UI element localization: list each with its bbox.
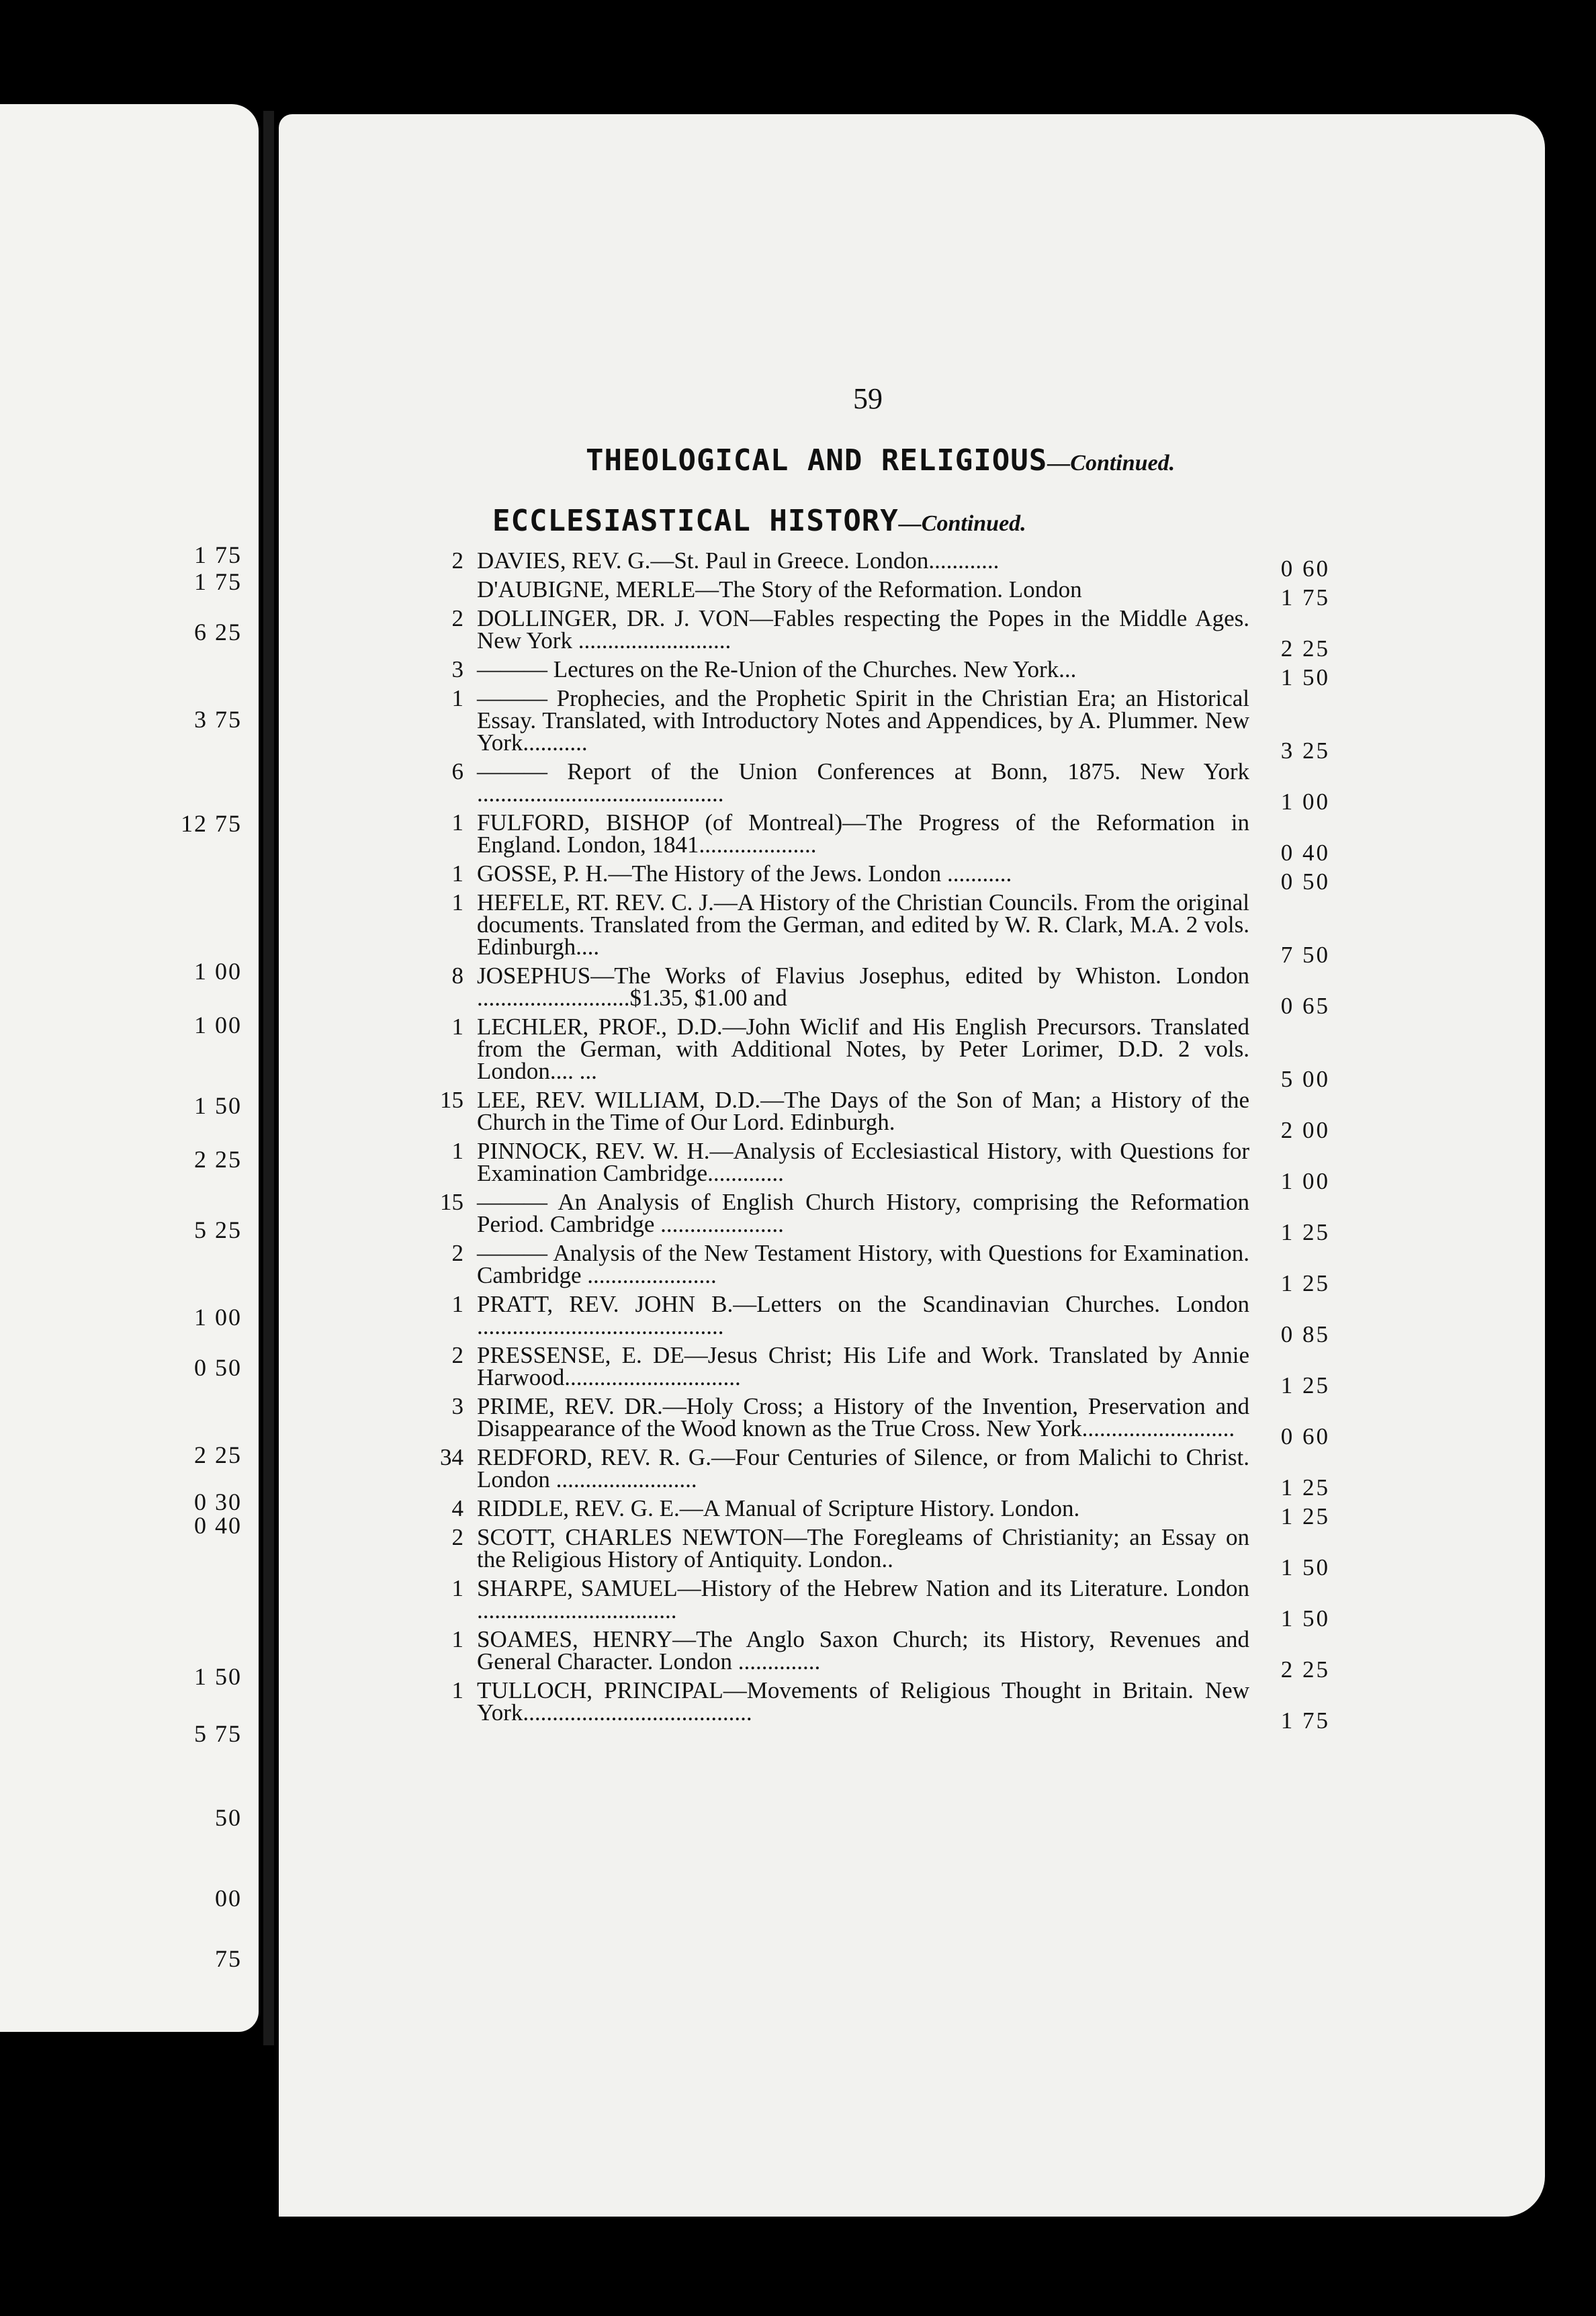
entry-quantity: 8	[451, 963, 463, 989]
entry-price: 1 50	[1280, 1554, 1330, 1580]
entry-quantity: 1	[451, 1138, 463, 1164]
entry-price: 0 50	[1280, 868, 1330, 895]
entry-price: 0 65	[1280, 993, 1330, 1019]
entry-text: JOSEPHUS—The Works of Flavius Josephus, edited by Whiston. London ..........................$1.35, $1.00 and	[477, 963, 1249, 1011]
catalog-entry	[403, 1575, 1330, 1632]
catalog-entry	[403, 1240, 1330, 1296]
catalog-entry	[403, 1677, 1330, 1734]
entry-quantity: 1	[451, 1626, 463, 1652]
entry-quantity: 1	[451, 1575, 463, 1601]
entry-text: REDFORD, REV. R. G.—Four Centuries of Silence, or from Malichi to Christ. London ........................	[477, 1444, 1249, 1493]
entry-quantity: 2	[451, 1240, 463, 1266]
entry-quantity: 2	[451, 1524, 463, 1550]
catalog-entry	[403, 1393, 1330, 1450]
left-price: 1 00	[194, 1012, 242, 1038]
subsection-heading	[492, 504, 1026, 538]
entry-quantity: 3	[451, 656, 463, 682]
catalog-entry	[403, 1189, 1330, 1245]
entry-text: LEE, REV. WILLIAM, D.D.—The Days of the Son of Man; a History of the Church in the Time of Our Lord. Edinburgh.	[477, 1087, 1249, 1135]
entry-quantity: 2	[451, 605, 463, 631]
entry-text: SCOTT, CHARLES NEWTON—The Foregleams of Christianity; an Essay on the Religious History of Antiquity. London..	[477, 1524, 1249, 1572]
catalog-entry	[403, 1014, 1330, 1092]
entry-quantity: 15	[440, 1189, 463, 1215]
catalog-entry	[403, 1138, 1330, 1194]
entry-text: FULFORD, BISHOP (of Montreal)—The Progress of the Reformation in England. London, 1841....................	[477, 809, 1249, 858]
entry-quantity: 6	[451, 758, 463, 785]
entry-text: DOLLINGER, DR. J. VON—Fables respecting the Popes in the Middle Ages. New York ..........................	[477, 605, 1249, 654]
left-price: 1 00	[194, 1304, 242, 1331]
left-price: 6 25	[194, 619, 242, 645]
catalog-entry	[403, 1495, 1330, 1529]
section-heading	[586, 443, 1175, 478]
entry-price: 0 40	[1280, 840, 1330, 866]
subheading-continued: —Continued.	[898, 511, 1026, 536]
catalog-entry	[403, 963, 1330, 1019]
entry-text: D'AUBIGNE, MERLE—The Story of the Reformation. London	[477, 576, 1082, 603]
entry-text: SHARPE, SAMUEL—History of the Hebrew Nation and its Literature. London ..................................	[477, 1575, 1249, 1623]
catalog-entry	[403, 547, 1330, 582]
entry-text: ——— Lectures on the Re-Union of the Churches. New York...	[477, 656, 1077, 682]
entry-text: ——— An Analysis of English Church History, comprising the Reformation Period. Cambridge .....................	[477, 1189, 1249, 1237]
entry-text: TULLOCH, PRINCIPAL—Movements of Religious Thought in Britain. New York.......................................	[477, 1677, 1249, 1726]
entry-price: 1 50	[1280, 664, 1330, 691]
catalog-entry	[403, 656, 1330, 691]
left-price: 0 30	[194, 1488, 242, 1515]
entry-quantity: 1	[451, 889, 463, 916]
entry-text: SOAMES, HENRY—The Anglo Saxon Church; its History, Revenues and General Character. London ..............	[477, 1626, 1249, 1675]
entry-quantity: 34	[440, 1444, 463, 1470]
catalog-entry	[403, 1524, 1330, 1580]
left-price: 12 75	[181, 810, 242, 837]
entry-price: 1 25	[1280, 1474, 1330, 1501]
entry-quantity: 1	[451, 1014, 463, 1040]
entry-price: 1 00	[1280, 789, 1330, 815]
left-price: 1 50	[194, 1092, 242, 1119]
entry-quantity: 15	[440, 1087, 463, 1113]
entry-text: GOSSE, P. H.—The History of the Jews. London ...........	[477, 860, 1012, 887]
entry-price: 2 00	[1280, 1117, 1330, 1143]
left-price: 1 50	[194, 1663, 242, 1690]
entry-quantity: 1	[451, 860, 463, 887]
entry-quantity: 2	[451, 547, 463, 574]
catalog-entry	[403, 1291, 1330, 1347]
entry-price: 0 60	[1280, 1423, 1330, 1450]
entry-price: 1 75	[1280, 584, 1330, 611]
entry-price: 1 25	[1280, 1270, 1330, 1296]
entry-text: RIDDLE, REV. G. E.—A Manual of Scripture History. London.	[477, 1495, 1080, 1521]
entry-quantity: 1	[451, 809, 463, 836]
entry-text: ——— Prophecies, and the Prophetic Spirit in the Christian Era; an Historical Essay. Translated, with Introductory Notes and Appendices, by A. Plummer. New York...........	[477, 685, 1249, 756]
entry-text: ——— Analysis of the New Testament History, with Questions for Examination. Cambridge ......................	[477, 1240, 1249, 1288]
catalog-entry	[403, 1626, 1330, 1683]
entry-text: PINNOCK, REV. W. H.—Analysis of Ecclesiastical History, with Questions for Examination Cambridge.............	[477, 1138, 1249, 1186]
entry-price: 1 75	[1280, 1707, 1330, 1734]
catalog-entry	[403, 605, 1330, 662]
catalog-entry	[403, 758, 1330, 815]
left-price: 0 40	[194, 1512, 242, 1539]
left-price: 1 75	[194, 541, 242, 568]
entry-price: 1 25	[1280, 1372, 1330, 1398]
left-price: 1 75	[194, 568, 242, 595]
entry-price: 0 60	[1280, 555, 1330, 582]
left-page	[0, 104, 259, 2032]
entry-price: 1 50	[1280, 1605, 1330, 1632]
entry-price: 2 25	[1280, 1656, 1330, 1683]
left-price: 5 75	[194, 1720, 242, 1747]
entry-price: 5 00	[1280, 1066, 1330, 1092]
left-price: 50	[215, 1804, 242, 1831]
entry-text: LECHLER, PROF., D.D.—John Wiclif and His English Precursors. Translated from the German, with Additional Notes, by Peter Lorimer, D.D. 2 vols. London.... ...	[477, 1014, 1249, 1084]
entry-text: DAVIES, REV. G.—St. Paul in Greece. London............	[477, 547, 1000, 574]
catalog-entry	[403, 889, 1330, 968]
entry-price: 2 25	[1280, 635, 1330, 662]
entry-text: HEFELE, RT. REV. C. J.—A History of the Christian Councils. From the original documents. Translated from the German, and edited by W. R. Clark, M.A. 2 vols. Edinburgh....	[477, 889, 1249, 960]
catalog-entry	[403, 809, 1330, 866]
catalog-entry	[403, 860, 1330, 895]
entry-quantity: 1	[451, 1677, 463, 1703]
entry-price: 0 85	[1280, 1321, 1330, 1347]
entry-quantity: 1	[451, 685, 463, 711]
entry-text: PRIME, REV. DR.—Holy Cross; a History of the Invention, Preservation and Disappearance of the Wood known as the True Cross. New York..........................	[477, 1393, 1249, 1441]
entry-price: 1 25	[1280, 1219, 1330, 1245]
subheading-text: ECCLESIASTICAL HISTORY	[492, 504, 899, 538]
entry-quantity: 1	[451, 1291, 463, 1317]
left-price: 1 00	[194, 958, 242, 985]
page-number: 59	[853, 382, 883, 415]
left-price: 5 25	[194, 1216, 242, 1243]
entry-quantity: 3	[451, 1393, 463, 1419]
entry-text: PRATT, REV. JOHN B.—Letters on the Scandinavian Churches. London ..........................................	[477, 1291, 1249, 1339]
catalog-entry	[403, 1444, 1330, 1501]
entry-price: 7 50	[1280, 942, 1330, 968]
book-spine	[263, 111, 274, 2045]
left-price: 00	[215, 1885, 242, 1912]
left-price: 2 25	[194, 1441, 242, 1468]
catalog-entry	[403, 1342, 1330, 1398]
catalog-entry	[403, 685, 1330, 764]
entry-price: 1 25	[1280, 1503, 1330, 1529]
heading-text: THEOLOGICAL AND RELIGIOUS	[586, 443, 1048, 478]
heading-continued: —Continued.	[1047, 451, 1176, 476]
left-price: 2 25	[194, 1146, 242, 1173]
catalog-entry	[403, 1087, 1330, 1143]
entry-quantity: 2	[451, 1342, 463, 1368]
catalog-entry	[403, 576, 1330, 611]
entry-text: ——— Report of the Union Conferences at Bonn, 1875. New York ..........................................	[477, 758, 1249, 807]
catalog-entries	[403, 547, 1330, 1734]
left-price: 0 50	[194, 1354, 242, 1381]
entry-quantity: 4	[451, 1495, 463, 1521]
left-price: 75	[215, 1945, 242, 1972]
entry-price: 1 00	[1280, 1168, 1330, 1194]
left-price: 3 75	[194, 706, 242, 733]
entry-price: 3 25	[1280, 738, 1330, 764]
entry-text: PRESSENSE, E. DE—Jesus Christ; His Life and Work. Translated by Annie Harwood..............................	[477, 1342, 1249, 1390]
